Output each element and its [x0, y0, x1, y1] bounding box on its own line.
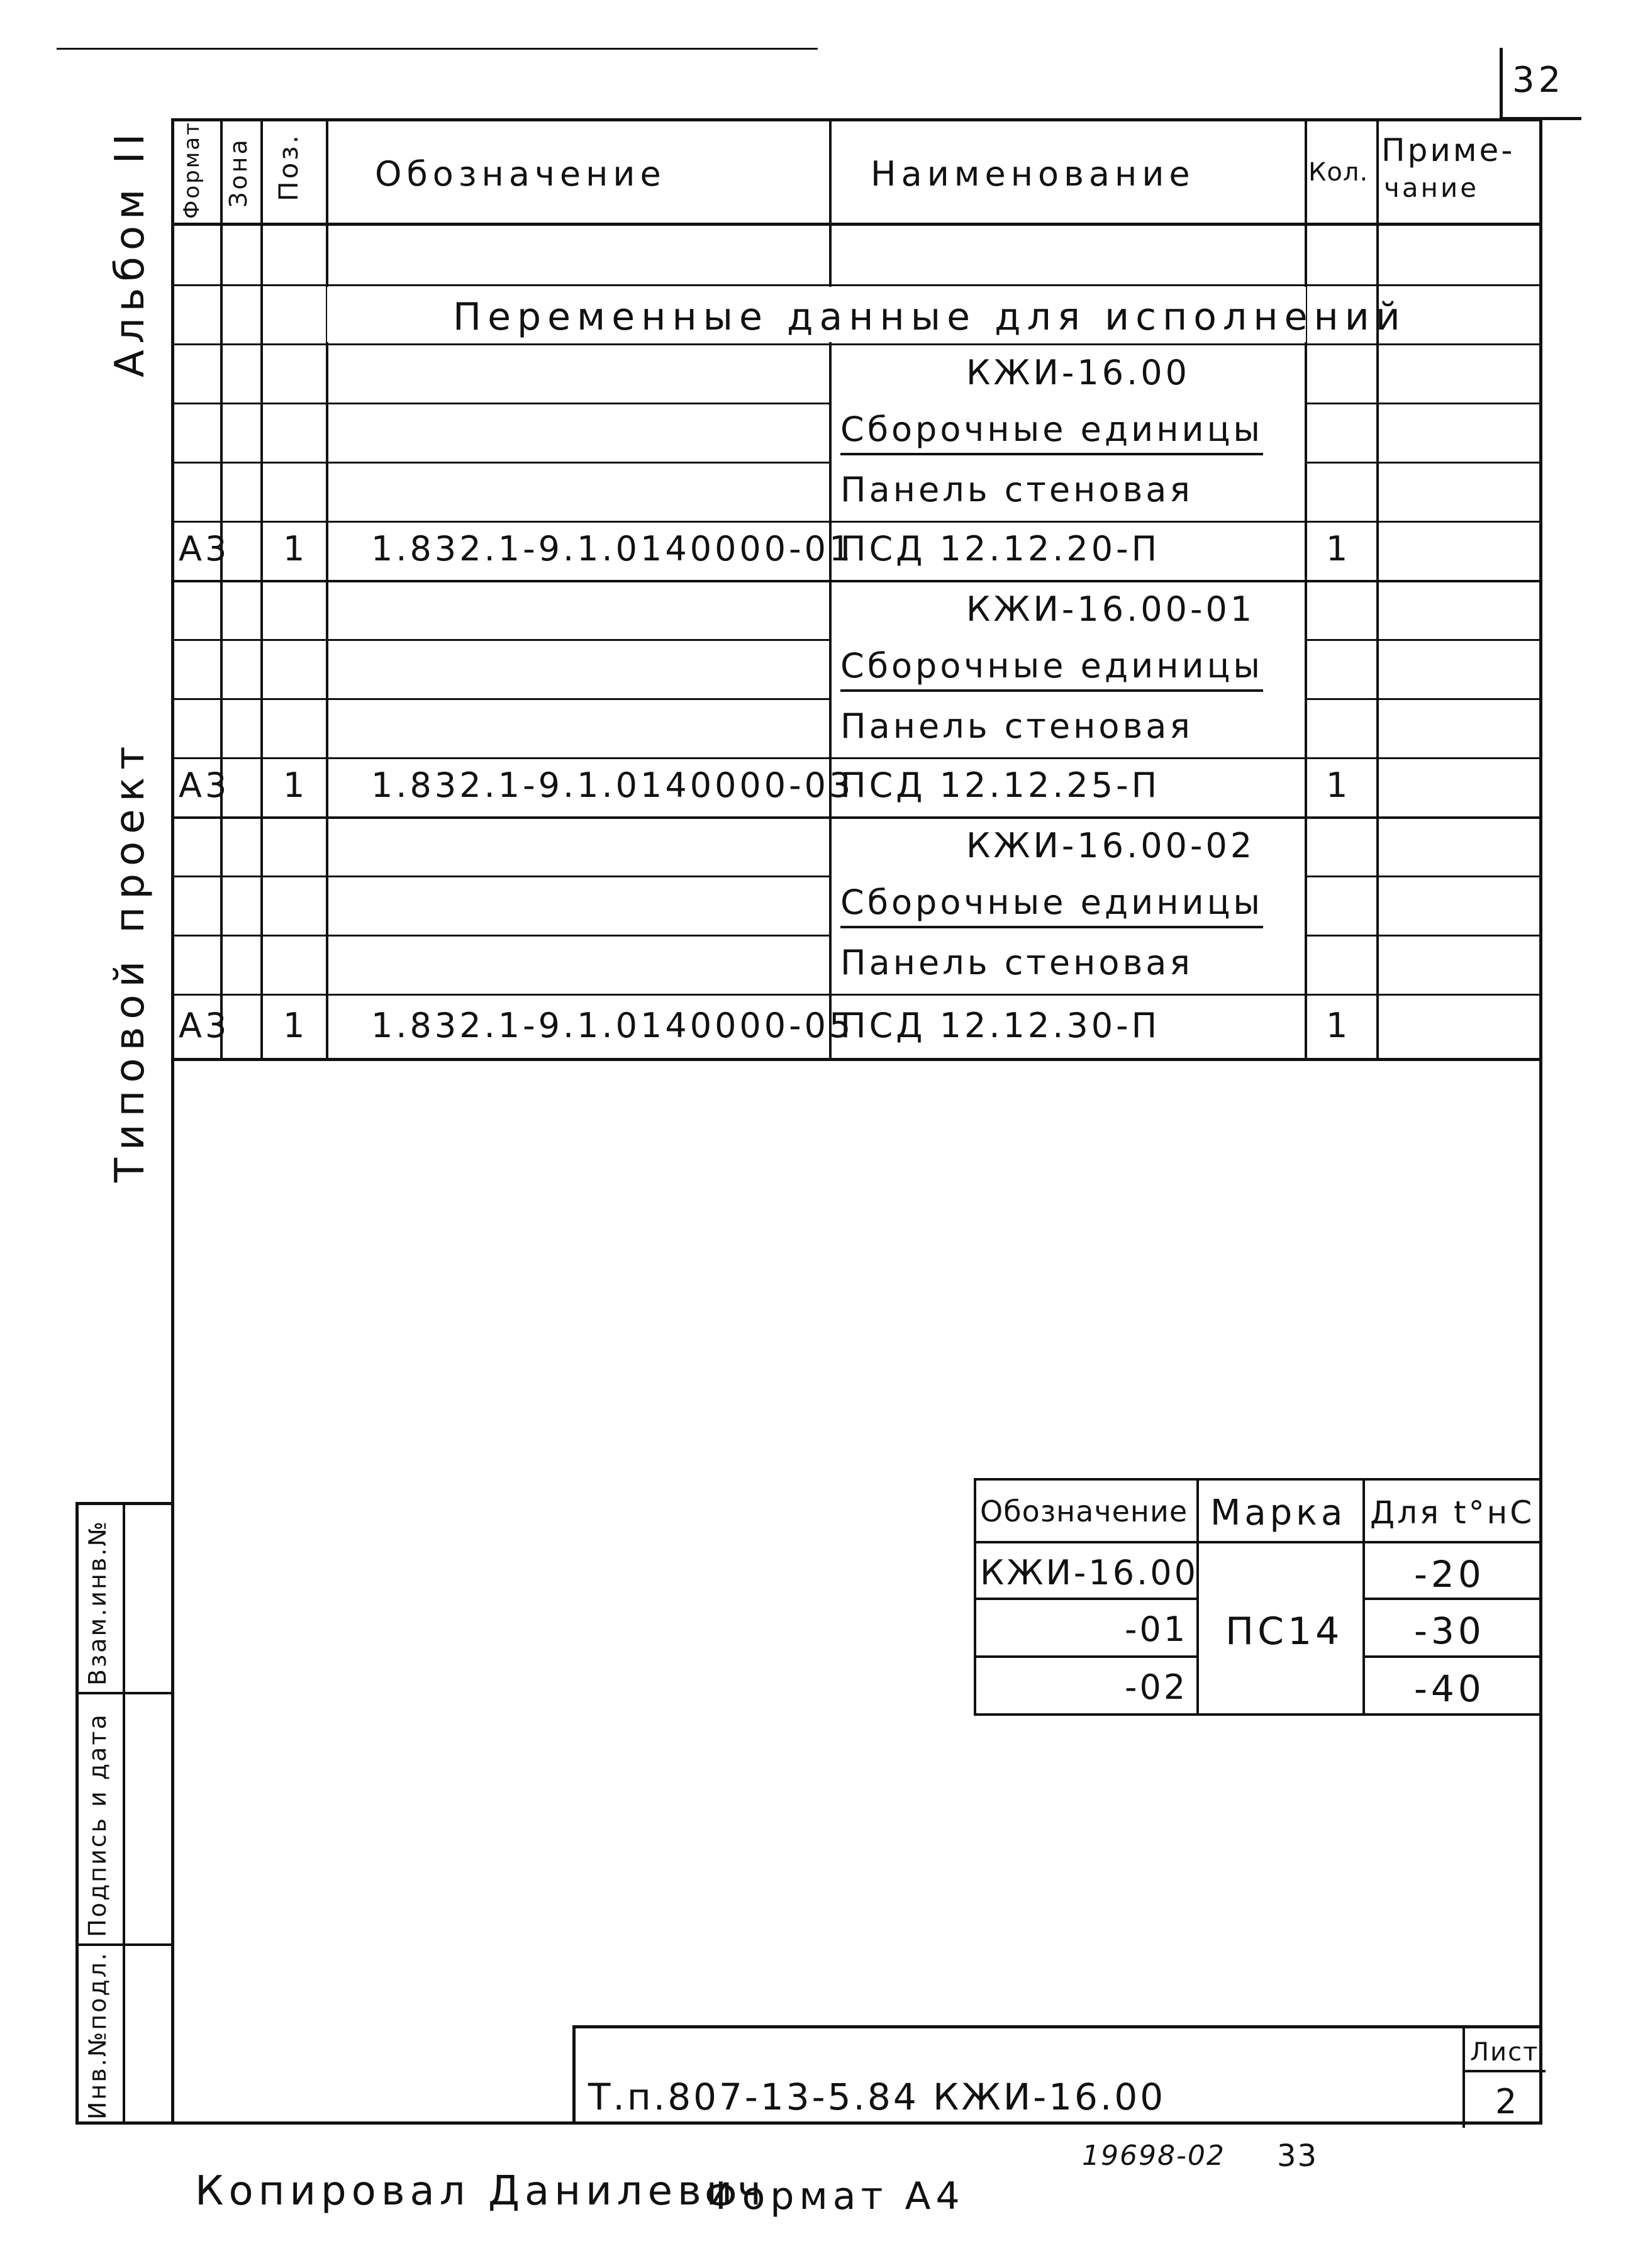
row-2-name: ПСД 12.12.25-П	[840, 765, 1161, 805]
item-1: Панель стеновая	[840, 470, 1193, 509]
stamp-label-inv: Инв.№подл.	[84, 1950, 111, 2120]
variant-2: КЖИ-16.00-01	[966, 589, 1256, 629]
mark-header-temp: Для t°нС	[1370, 1494, 1535, 1531]
project-label: Типовой проект	[107, 738, 153, 1182]
page-number: 32	[1512, 60, 1565, 101]
mark-row-2-temp: -30	[1414, 1609, 1485, 1652]
title-block-code: Т.п.807-13-5.84 КЖИ-16.00	[588, 2076, 1166, 2118]
archive-number: 19698-02	[1082, 2140, 1225, 2172]
stamp-label-sign: Подпись и дата	[84, 1713, 111, 1937]
row-3-qty: 1	[1326, 1006, 1351, 1045]
mark-row-2-designation: -01	[1125, 1609, 1188, 1649]
header-pos: Поз.	[273, 133, 304, 201]
mark-header-mark: Марка	[1210, 1493, 1347, 1533]
item-3: Панель стеновая	[840, 943, 1193, 982]
row-2-designation: 1.832.1-9.1.0140000-03	[371, 765, 854, 805]
mark-table	[974, 1478, 1542, 1730]
mark-row-1-temp: -20	[1414, 1553, 1485, 1596]
header-rule	[171, 223, 1542, 226]
row-3-name: ПСД 12.12.30-П	[840, 1006, 1161, 1045]
stamp-label-replace: Взам.инв.№	[84, 1520, 111, 1686]
col-line-pos	[260, 118, 263, 1060]
row-1-name: ПСД 12.12.20-П	[840, 529, 1161, 569]
sheet-label: Лист	[1470, 2038, 1539, 2067]
header-designation: Обозначение	[375, 154, 666, 194]
row-2-format: А3	[179, 765, 230, 805]
row-1-designation: 1.832.1-9.1.0140000-01	[371, 529, 854, 569]
row-3-pos: 1	[283, 1006, 308, 1045]
col-line-qty	[1305, 118, 1307, 1060]
row-2-pos: 1	[283, 765, 308, 805]
section-2: Сборочные единицы	[840, 649, 1263, 692]
header-name: Наименование	[871, 154, 1195, 194]
variant-3: КЖИ-16.00-02	[966, 826, 1256, 865]
header-qty: Кол.	[1308, 158, 1369, 187]
stamp-sep-2	[75, 1943, 174, 1946]
col-line-name	[829, 118, 832, 1060]
header-format: Формат	[179, 121, 204, 219]
header-note-1: Приме-	[1381, 132, 1515, 169]
title-block	[572, 2025, 1542, 2125]
stamp-divider	[123, 1502, 125, 2125]
col-line-note	[1376, 118, 1379, 1060]
col-line-designation	[326, 118, 328, 1060]
variable-data-title: Переменные данные для исполнений	[453, 295, 1407, 339]
paper-format: Формат А4	[705, 2174, 965, 2218]
footer-page: 33	[1277, 2138, 1318, 2174]
section-3: Сборочные единицы	[840, 886, 1263, 928]
row-1-format: А3	[179, 529, 230, 569]
mark-value: ПС14	[1225, 1609, 1344, 1654]
stamp-sep-1	[75, 1692, 174, 1694]
mark-header-designation: Обозначение	[980, 1494, 1188, 1528]
row-3-format: А3	[179, 1006, 230, 1045]
row-1-pos: 1	[283, 529, 308, 569]
col-line-zone	[220, 118, 223, 1060]
mark-row-1-designation: КЖИ-16.00	[980, 1553, 1198, 1593]
header-zone: Зона	[225, 137, 252, 208]
row-2-qty: 1	[1326, 765, 1351, 805]
sheet-number: 2	[1495, 2082, 1521, 2121]
header-note-2: чание	[1384, 172, 1479, 203]
mark-row-3-designation: -02	[1125, 1667, 1188, 1707]
specification-table	[0, 0, 1638, 1069]
copied-by: Копировал Данилевич	[195, 2168, 767, 2215]
row-1-qty: 1	[1326, 529, 1351, 569]
variant-1: КЖИ-16.00	[966, 353, 1190, 392]
mark-row-3-temp: -40	[1414, 1667, 1485, 1710]
album-label: Альбом II	[107, 127, 153, 377]
row-3-designation: 1.832.1-9.1.0140000-05	[371, 1006, 854, 1045]
item-2: Панель стеновая	[840, 706, 1193, 746]
section-1: Сборочные единицы	[840, 413, 1263, 455]
